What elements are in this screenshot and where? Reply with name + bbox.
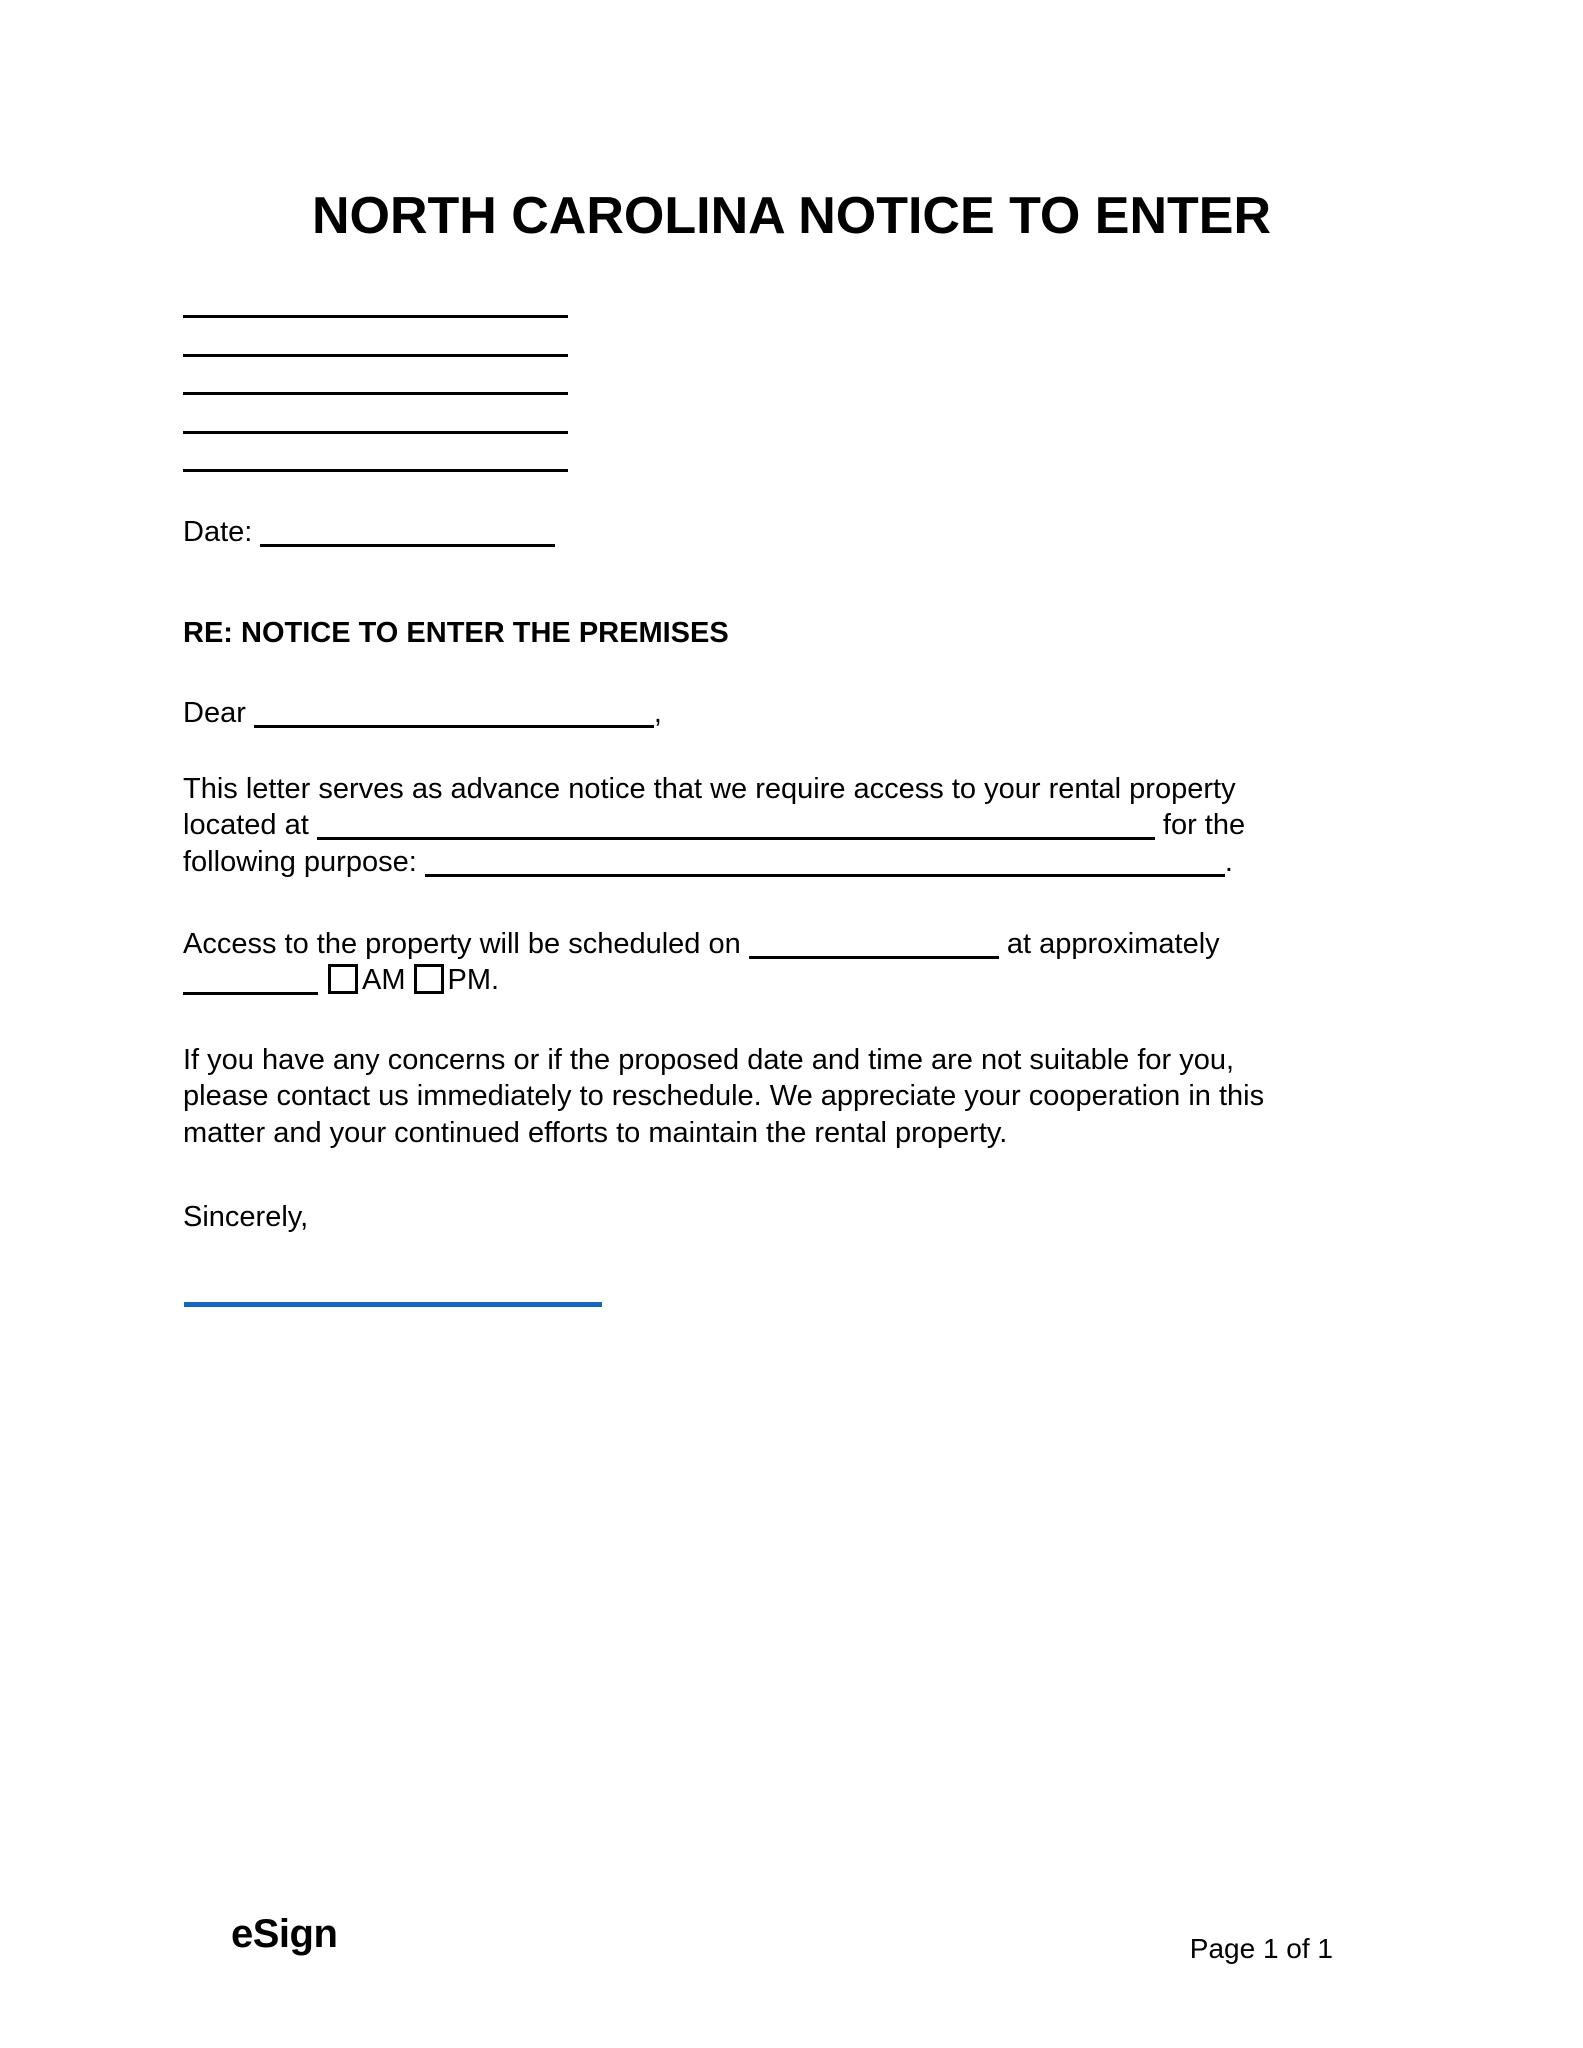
address-blank-line[interactable] <box>183 392 568 395</box>
p1-line2-suffix: for the <box>1154 809 1246 842</box>
salutation-label: Dear <box>183 697 254 729</box>
purpose-field[interactable] <box>425 848 1225 877</box>
paragraph-access-request <box>183 771 1418 880</box>
closing-text: Sincerely, <box>183 1201 309 1233</box>
paragraph-schedule <box>183 926 1418 999</box>
salutation-comma: , <box>653 697 662 729</box>
time-field[interactable] <box>183 966 318 995</box>
address-blank-line[interactable] <box>183 469 568 472</box>
p1-line3-prefix: following purpose: <box>183 845 425 878</box>
document-title: NORTH CAROLINA NOTICE TO ENTER <box>311 187 1272 245</box>
date-label: Date: <box>183 516 261 548</box>
esign-logo: eSign <box>231 1912 338 1956</box>
p3-line3: matter and your continued efforts to maintain the rental property. <box>183 1116 1008 1149</box>
p3-line2: please contact us immediately to reschedule. We appreciate your cooperation in this <box>183 1080 1265 1113</box>
pm-label: PM. <box>447 964 500 997</box>
address-blank-line[interactable] <box>183 431 568 434</box>
p3-line1: If you have any concerns or if the proposed date and time are not suitable for you, <box>183 1044 1235 1076</box>
subject-heading: RE: NOTICE TO ENTER THE PREMISES <box>183 617 729 649</box>
p2-line1-prefix: Access to the property will be scheduled on <box>183 928 749 960</box>
pm-checkbox[interactable] <box>414 964 444 994</box>
scheduled-date-field[interactable] <box>749 930 999 959</box>
date-row <box>183 516 555 549</box>
page-number: Page 1 of 1 <box>1189 1933 1333 1964</box>
date-field[interactable] <box>260 518 555 547</box>
paragraph-concerns <box>183 1042 1418 1151</box>
address-blank-line[interactable] <box>183 315 568 318</box>
p1-line2-prefix: located at <box>183 809 317 842</box>
am-label: AM <box>362 964 406 997</box>
p1-line1: This letter serves as advance notice that we require access to your rental property <box>183 773 1236 805</box>
p2-line1-suffix: at approximately <box>998 928 1220 960</box>
signature-line[interactable] <box>184 1302 602 1307</box>
salutation-row <box>183 697 662 730</box>
property-address-field[interactable] <box>317 811 1155 840</box>
address-blank-line[interactable] <box>183 354 568 357</box>
recipient-name-field[interactable] <box>254 699 654 728</box>
p1-line3-suffix: . <box>1224 845 1233 878</box>
am-checkbox[interactable] <box>328 964 358 994</box>
